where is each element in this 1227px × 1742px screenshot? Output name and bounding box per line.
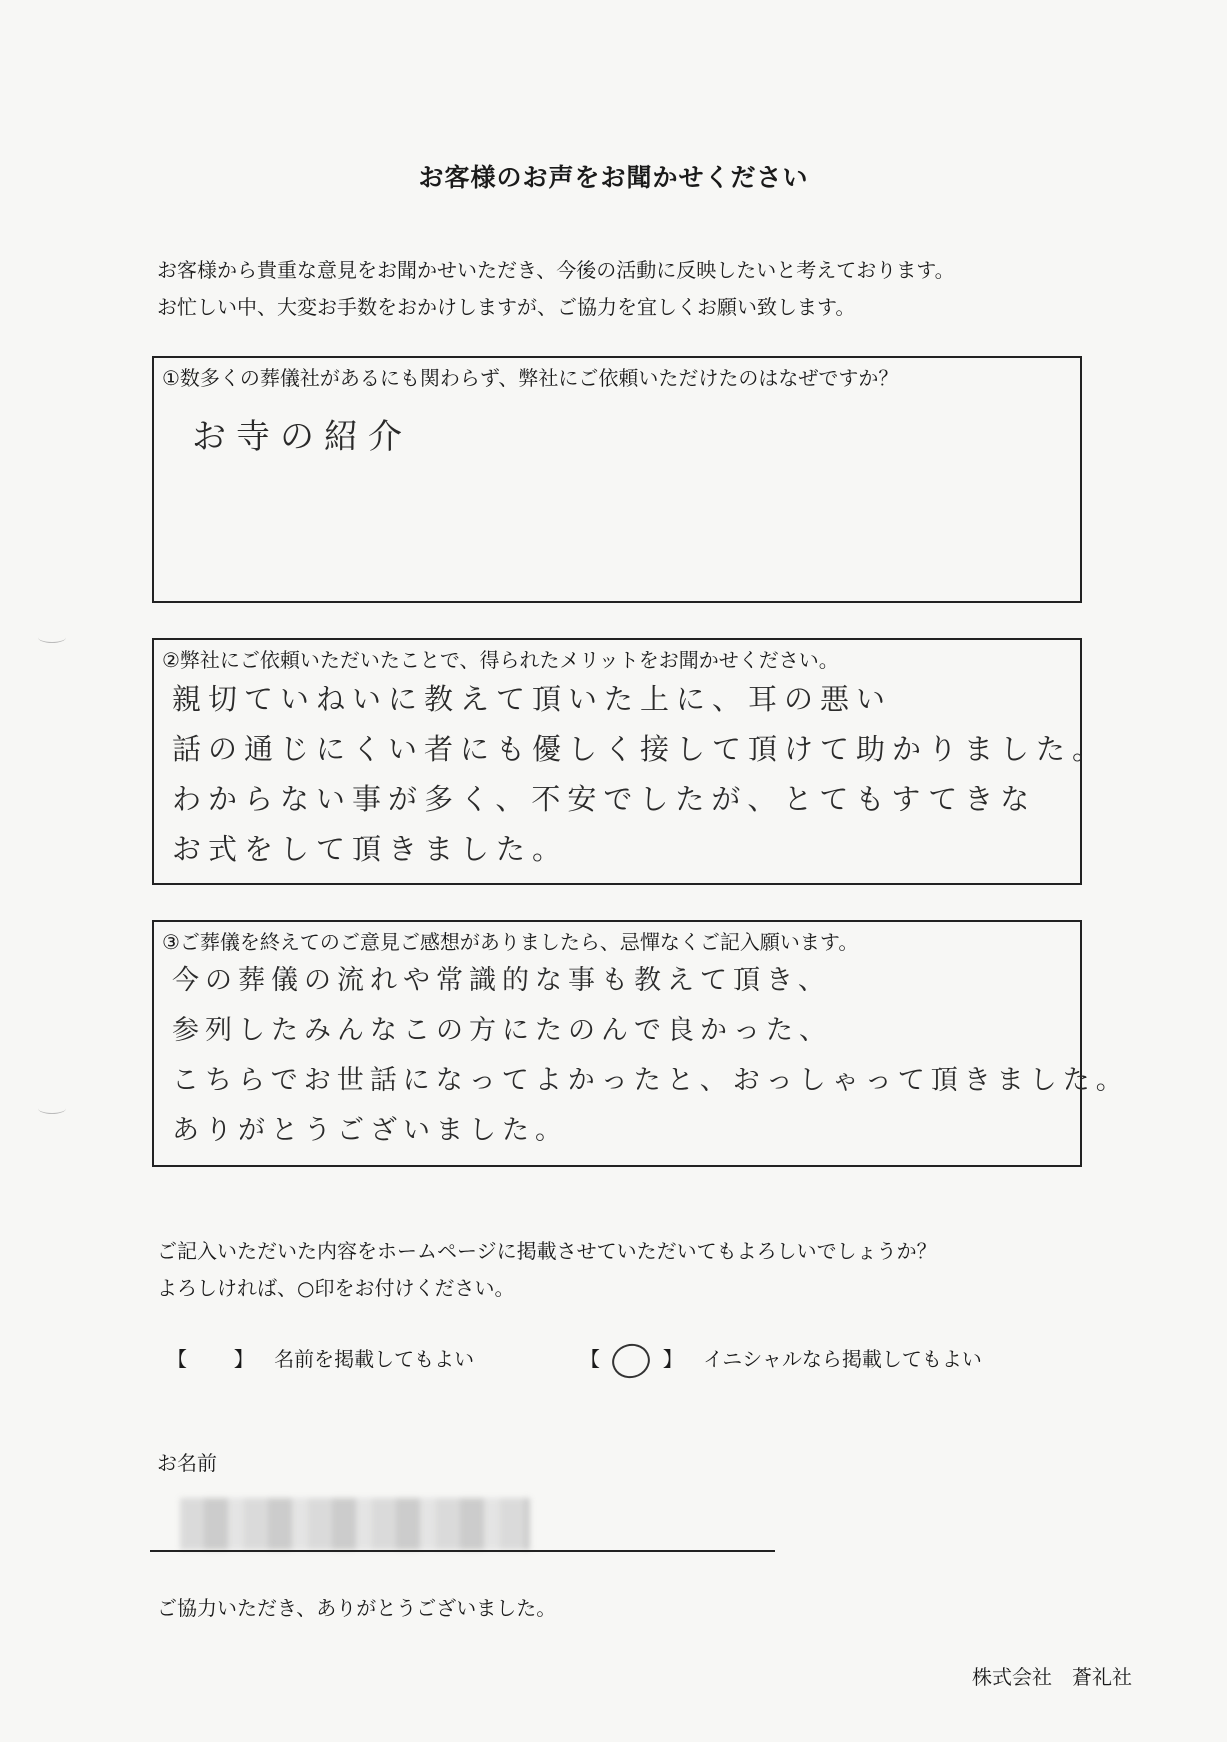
- answer-line: わからない事が多く、不安でしたが、とてもすてきな: [172, 782, 1037, 816]
- answer-line: お寺の紹介: [192, 417, 412, 457]
- name-label: お名前: [157, 1451, 217, 1475]
- option-initial-label: イニシャルなら掲載してもよい: [703, 1347, 982, 1371]
- circle-mark-icon[interactable]: [609, 1339, 655, 1382]
- consent-text: [157, 1233, 937, 1307]
- option-bracket-close: 】: [233, 1347, 254, 1371]
- handwritten-answer: [172, 674, 1108, 874]
- answer-line: 今の葬儀の流れや常識的な事も教えて頂き、: [172, 965, 831, 996]
- redacted-name: [180, 1498, 530, 1550]
- question-box-3: [152, 920, 1129, 1167]
- question-label: ①数多くの葬儀社があるにも関わらず、弊社にご依頼いただけたのはなぜですか？: [162, 366, 899, 390]
- answer-line: 話の通じにくい者にも優しく接して頂けて助かりました。: [172, 732, 1109, 766]
- handwritten-answer: [192, 408, 412, 466]
- consent-line: ご記入いただいた内容をホームページに掲載させていただいてもよろしいでしょうか？: [157, 1239, 937, 1263]
- answer-line: ありがとうございました。: [172, 1115, 568, 1146]
- answer-line: こちらでお世話になってよかったと、おっしゃって頂きました。: [172, 1065, 1129, 1096]
- page-title: お客様のお声をお聞かせください: [418, 163, 809, 192]
- intro-text: [157, 252, 955, 326]
- option-bracket-open: 【: [167, 1347, 187, 1371]
- option-name[interactable]: [167, 1343, 474, 1372]
- question-box-1: [152, 356, 1082, 603]
- company-name: 株式会社 蒼礼社: [972, 1665, 1132, 1689]
- question-label: ②弊社にご依頼いただいたことで、得られたメリットをお聞かせください。: [162, 648, 839, 672]
- question-box-2: [152, 638, 1109, 885]
- answer-line: 参列したみんなこの方にたのんで良かった、: [172, 1015, 832, 1046]
- thanks-text: ご協力いただき、ありがとうございました。: [157, 1596, 557, 1620]
- question-label: ③ご葬儀を終えてのご意見ご感想がありましたら、忌憚なくご記入願います。: [162, 930, 859, 954]
- handwritten-answer: [172, 956, 1129, 1156]
- answer-line: お式をして頂きました。: [172, 832, 569, 866]
- option-initial[interactable]: [580, 1343, 982, 1378]
- option-bracket-close: 】: [662, 1347, 683, 1371]
- name-field-line[interactable]: [150, 1550, 775, 1552]
- intro-line: お忙しい中、大変お手数をおかけしますが、ご協力を宜しくお願い致します。: [157, 295, 856, 319]
- consent-line: よろしければ、○印をお付けください。: [157, 1276, 515, 1300]
- scan-mark: [38, 632, 66, 643]
- scan-mark: [38, 1103, 66, 1114]
- answer-line: 親切ていねいに教えて頂いた上に、耳の悪い: [172, 682, 893, 716]
- option-bracket-open: 【: [580, 1347, 600, 1371]
- option-name-label: 名前を掲載してもよい: [274, 1347, 475, 1371]
- intro-line: お客様から貴重な意見をお聞かせいただき、今後の活動に反映したいと考えております。: [157, 258, 955, 282]
